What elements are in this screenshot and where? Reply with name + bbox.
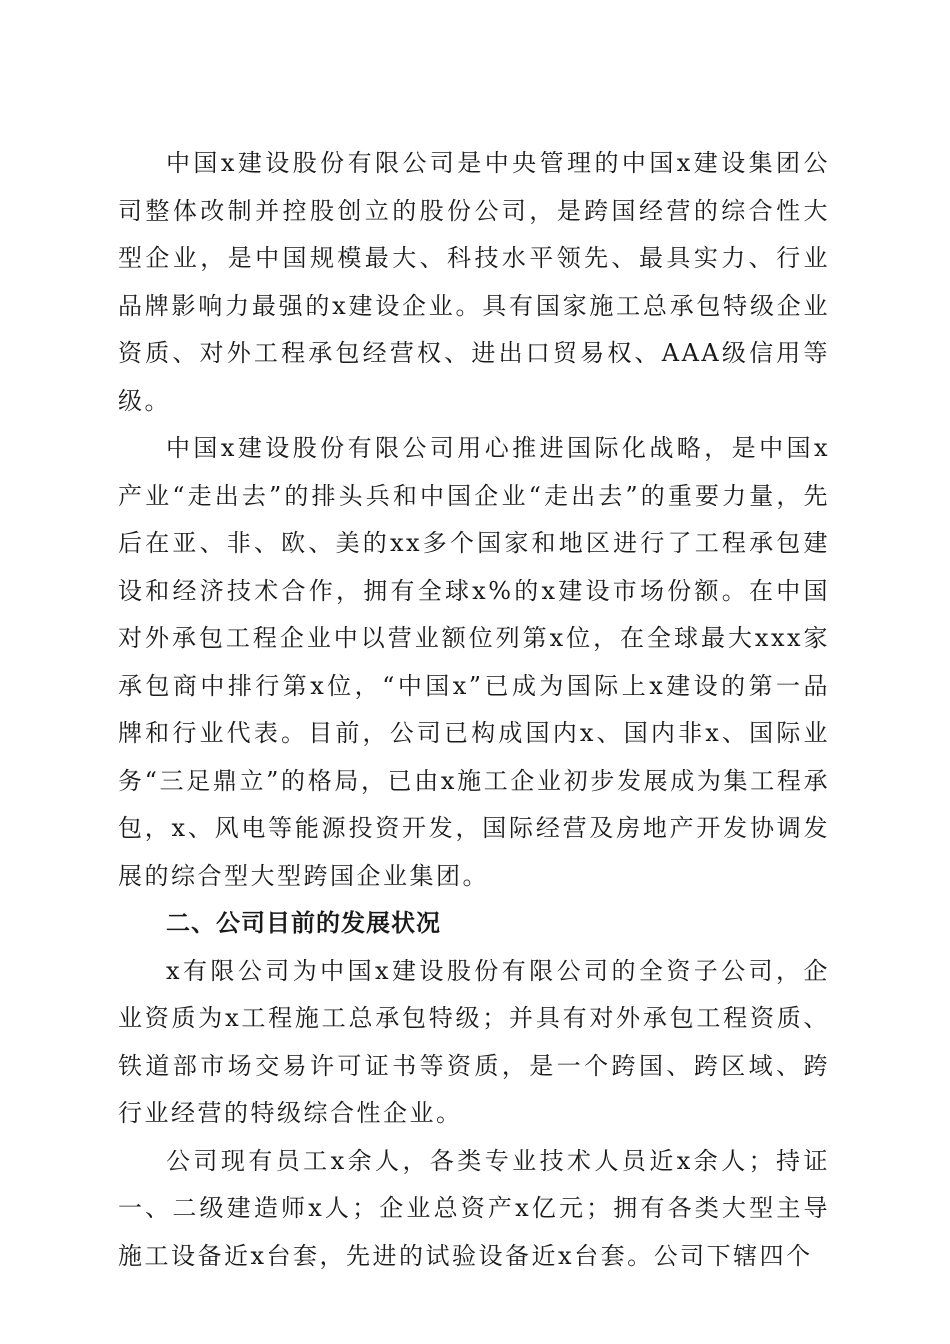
paragraph-internationalization: 中国x建设股份有限公司用心推进国际化战略，是中国x产业“走出去”的排头兵和中国企业“走出去”的重要力量，先后在亚、非、欧、美的xx多个国家和地区进行了工程承包建设和经济技术合作，拥有全球x%的x建设市场份额。在中国对外承包工程企业中以营业额位列第x位，在全球最大xxx家承包商中排行第x位，“中国x”已成为国际上x建设的第一品牌和行业代表。目前，公司已构成国内x、国内非x、国际业务“三足鼎立”的格局，已由x施工企业初步发展成为集工程承包，x、风电等能源投资开发，国际经营及房地产开发协调发展的综合型大型跨国企业集团。 <box>118 434 830 890</box>
section-heading-development-status: 二、公司目前的发展状况 <box>166 909 441 937</box>
document-body <box>118 140 830 1280</box>
paragraph-subsidiary-intro: x有限公司为中国x建设股份有限公司的全资子公司，企业资质为x工程施工总承包特级；并具有对外承包工程资质、铁道部市场交易许可证书等资质，是一个跨国、跨区域、跨行业经营的特级综合性企业。 <box>118 956 830 1127</box>
paragraph-company-resources: 公司现有员工x余人，各类专业技术人员近x余人；持证一、二级建造师x人；企业总资产x亿元；拥有各类大型主导施工设备近x台套，先进的试验设备近x台套。公司下辖四个 <box>118 1146 830 1270</box>
paragraph-company-intro: 中国x建设股份有限公司是中央管理的中国x建设集团公司整体改制并控股创立的股份公司，是跨国经营的综合性大型企业，是中国规模最大、科技水平领先、最具实力、行业品牌影响力最强的x建设企业。具有国家施工总承包特级企业资质、对外工程承包经营权、进出口贸易权、AAA级信用等级。 <box>118 149 830 415</box>
